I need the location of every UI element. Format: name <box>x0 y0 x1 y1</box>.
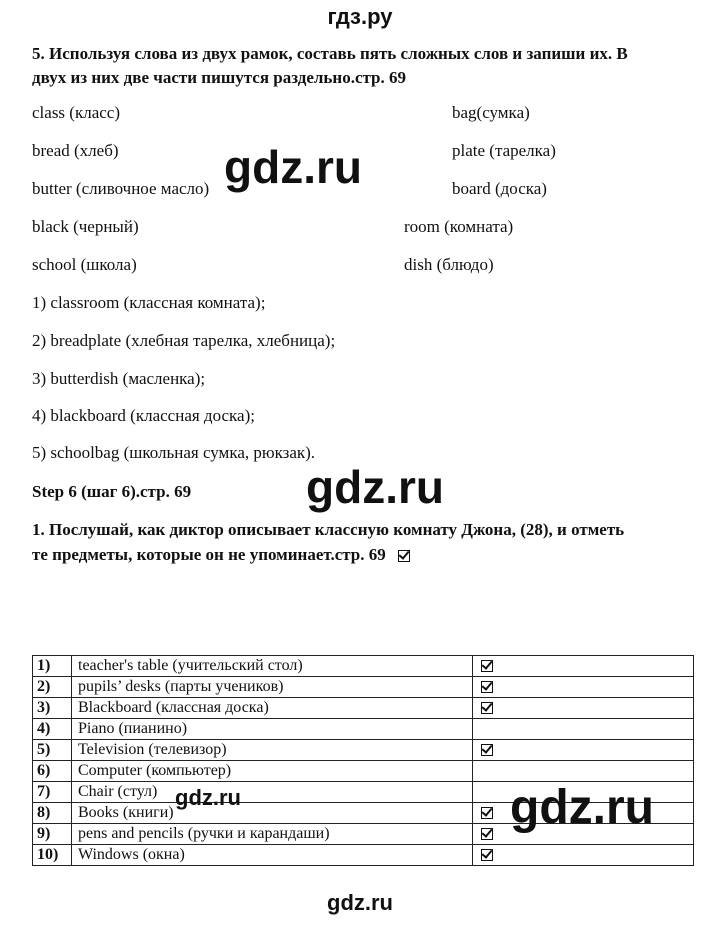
task5-title-line1: 5. Используя слова из двух рамок, составь пять сложных слов и запиши их. В <box>32 44 628 63</box>
row-mark <box>473 719 694 740</box>
row-item: Chair (стул) <box>72 782 473 803</box>
right-word: room (комната) <box>404 217 514 236</box>
row-number: 8) <box>33 803 72 824</box>
row-number: 4) <box>33 719 72 740</box>
site-header: гдз.ру <box>327 4 393 29</box>
right-word: bag(сумка) <box>452 103 530 122</box>
row-item: Blackboard (классная доска) <box>72 698 473 719</box>
row-number: 6) <box>33 761 72 782</box>
site-footer: gdz.ru <box>327 890 393 915</box>
table-row <box>33 677 694 698</box>
watermark-gdz: gdz.ru <box>175 785 241 810</box>
right-word: plate (тарелка) <box>452 141 556 160</box>
watermark-gdz: gdz.ru <box>224 141 362 193</box>
row-item: pupils’ desks (парты учеников) <box>72 677 473 698</box>
row-item: Computer (компьютер) <box>72 761 473 782</box>
row-number: 10) <box>33 845 72 866</box>
task1-title-text: те предметы, которые он не упоминает.стр. 69 <box>32 545 386 564</box>
row-item: Piano (пианино) <box>72 719 473 740</box>
watermark-gdz: gdz.ru <box>306 461 444 513</box>
row-item: Books (книги) <box>72 803 473 824</box>
row-number: 1) <box>33 656 72 677</box>
table-row <box>33 740 694 761</box>
right-word: dish (блюдо) <box>404 255 494 274</box>
row-number: 3) <box>33 698 72 719</box>
checkbox-checked-icon <box>481 681 493 693</box>
checkbox-checked-icon <box>481 702 493 714</box>
row-item: Windows (окна) <box>72 845 473 866</box>
row-mark <box>473 845 694 866</box>
table-row <box>33 656 694 677</box>
step6-title: Step 6 (шаг 6).стр. 69 <box>32 482 192 501</box>
checkbox-checked-icon <box>481 849 493 861</box>
left-word: class (класс) <box>32 103 120 122</box>
row-item: Television (телевизор) <box>72 740 473 761</box>
left-word: bread (хлеб) <box>32 141 119 160</box>
checkbox-checked-icon <box>481 660 493 672</box>
checkbox-checked-icon <box>398 550 410 562</box>
answer-line: 3) butterdish (масленка); <box>32 369 206 388</box>
table-row <box>33 845 694 866</box>
watermark-gdz: gdz.ru <box>510 781 654 834</box>
answer-line: 4) blackboard (классная доска); <box>32 406 255 425</box>
left-word: butter (сливочное масло) <box>32 179 210 198</box>
row-number: 7) <box>33 782 72 803</box>
task1-title-line1: 1. Послушай, как диктор описывает классную комнату Джона, (28), и отметь <box>32 520 625 539</box>
task1-title-line2 <box>32 543 410 567</box>
row-mark <box>473 761 694 782</box>
checkbox-checked-icon <box>481 744 493 756</box>
checkbox-checked-icon <box>481 807 493 819</box>
answer-line: 2) breadplate (хлебная тарелка, хлебница); <box>32 331 336 350</box>
table-row <box>33 698 694 719</box>
left-word: school (школа) <box>32 255 137 274</box>
row-number: 9) <box>33 824 72 845</box>
row-mark <box>473 677 694 698</box>
row-item: teacher's table (учительский стол) <box>72 656 473 677</box>
table-row <box>33 719 694 740</box>
right-word: board (доска) <box>452 179 547 198</box>
answer-line: 1) classroom (классная комната); <box>32 293 266 312</box>
row-item: pens and pencils (ручки и карандаши) <box>72 824 473 845</box>
task5-title-line2: двух из них две части пишутся раздельно.стр. 69 <box>32 68 407 87</box>
row-mark <box>473 656 694 677</box>
left-word: black (черный) <box>32 217 139 236</box>
answer-line: 5) schoolbag (школьная сумка, рюкзак). <box>32 443 316 462</box>
table-row <box>33 761 694 782</box>
row-number: 2) <box>33 677 72 698</box>
checkbox-checked-icon <box>481 828 493 840</box>
row-mark <box>473 740 694 761</box>
row-mark <box>473 698 694 719</box>
row-number: 5) <box>33 740 72 761</box>
